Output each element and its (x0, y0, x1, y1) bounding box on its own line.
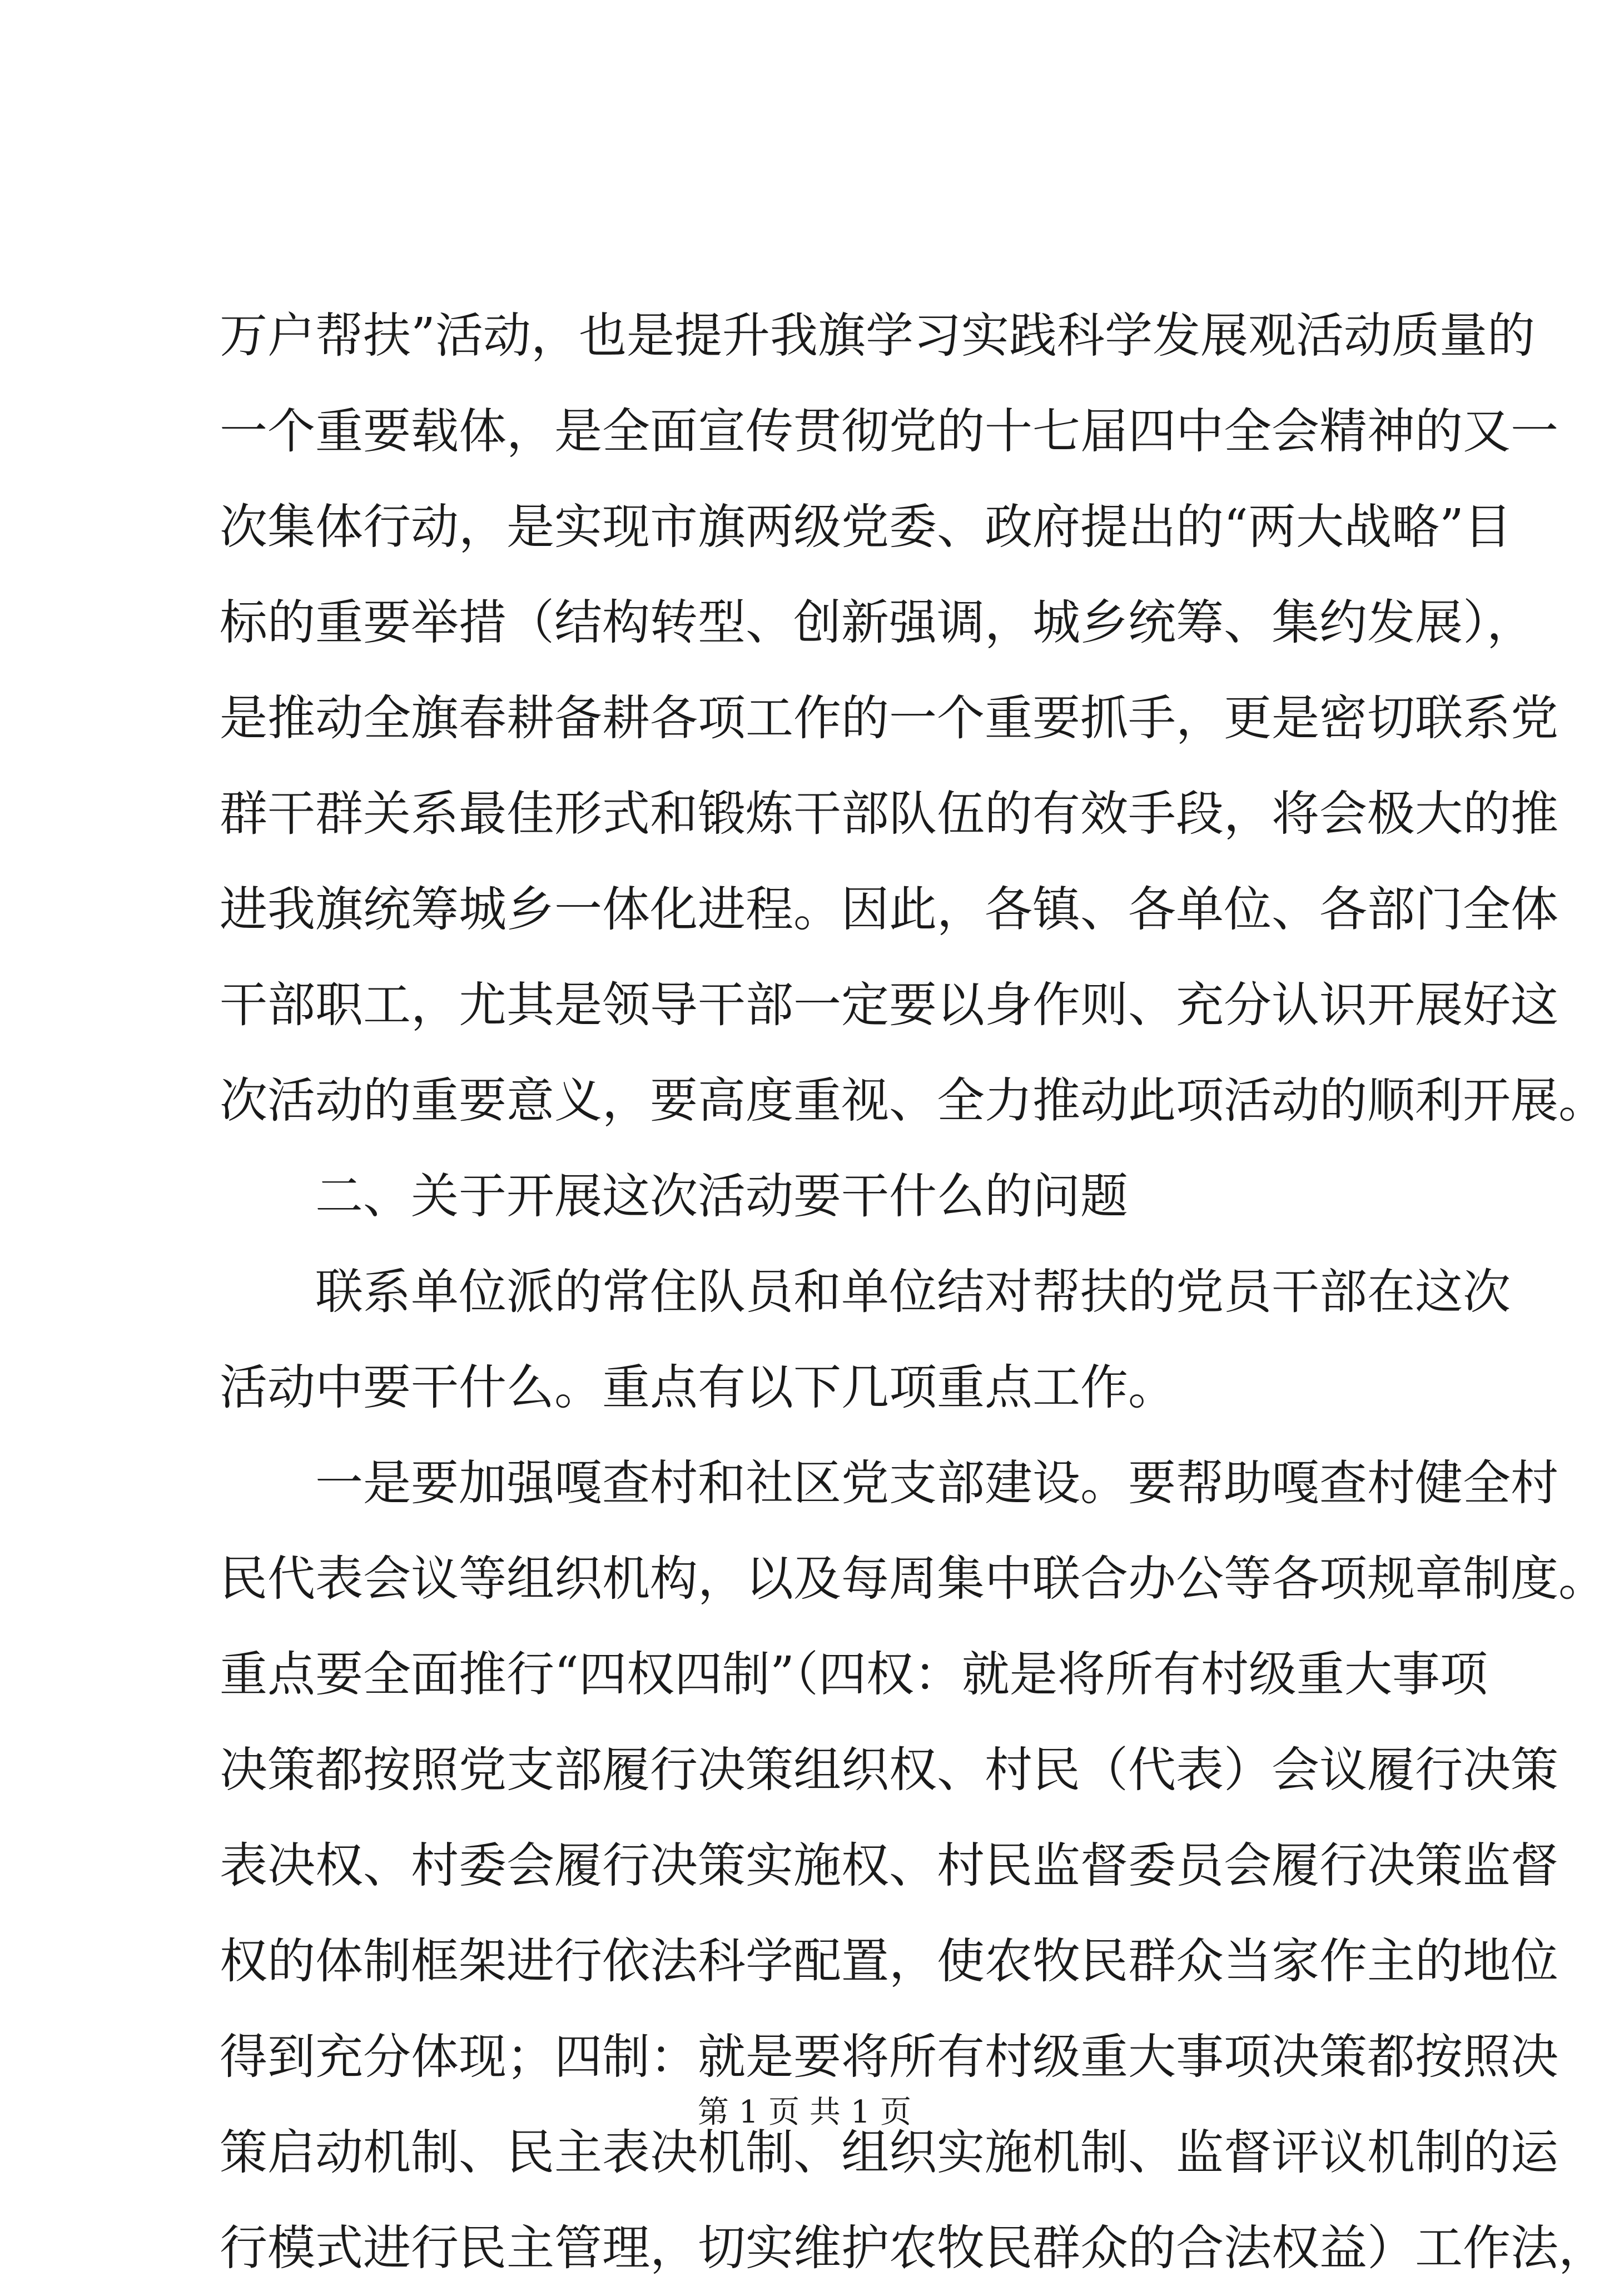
text-line: 策启动机制、民主表决机制、组织实施机制、监督评议机制的运 (220, 2125, 1558, 2180)
text-line: 联系单位派的常住队员和单位结对帮扶的党员干部在这次 (315, 1264, 1511, 1320)
text-line: 一个重要载体，是全面宣传贯彻党的十七届四中全会精神的又一 (220, 404, 1558, 459)
text-line: 民代表会议等组织机构，以及每周集中联合办公等各项规章制度。 (220, 1551, 1606, 1607)
text-line: 标的重要举措（结构转型、创新强调，城乡统筹、集约发展）， (220, 595, 1534, 650)
text-line: 一是要加强嘎查村和社区党支部建设。要帮助嘎查村健全村 (315, 1455, 1558, 1511)
text-line: 万户帮扶”活动，也是提升我旗学习实践科学发展观活动质量的 (220, 308, 1535, 364)
text-line: 决策都按照党支部履行决策组织权、村民（代表）会议履行决策 (220, 1742, 1558, 1798)
body-text (220, 288, 1606, 2296)
text-line: 活动中要干什么。重点有以下几项重点工作。 (220, 1360, 1176, 1415)
text-line: 群干群关系最佳形式和锻炼干部队伍的有效手段，将会极大的推 (220, 786, 1558, 842)
section-heading: 二、关于开展这次活动要干什么的问题 (315, 1169, 1128, 1224)
text-line: 进我旗统筹城乡一体化进程。因此，各镇、各单位、各部门全体 (220, 882, 1558, 937)
text-line: 次集体行动，是实现市旗两级党委、政府提出的“两大战略”目 (220, 499, 1512, 555)
text-line: 得到充分体现；四制：就是要将所有村级重大事项决策都按照决 (220, 2029, 1558, 2085)
page-footer: 第 1 页 共 1 页 (697, 2094, 912, 2130)
text-line: 重点要全面推行“四权四制”（四权：就是将所有村级重大事项 (220, 1647, 1488, 1702)
text-line: 表决权、村委会履行决策实施权、村民监督委员会履行决策监督 (220, 1838, 1558, 1894)
text-line: 行模式进行民主管理，切实维护农牧民群众的合法权益）工作法， (220, 2220, 1606, 2276)
text-line: 权的体制框架进行依法科学配置，使农牧民群众当家作主的地位 (220, 1934, 1558, 1989)
text-line: 次活动的重要意义，要高度重视、全力推动此项活动的顺利开展。 (220, 1073, 1606, 1129)
text-line: 是推动全旗春耕备耕各项工作的一个重要抓手，更是密切联系党 (220, 690, 1558, 746)
text-line: 干部职工，尤其是领导干部一定要以身作则、充分认识开展好这 (220, 977, 1558, 1033)
